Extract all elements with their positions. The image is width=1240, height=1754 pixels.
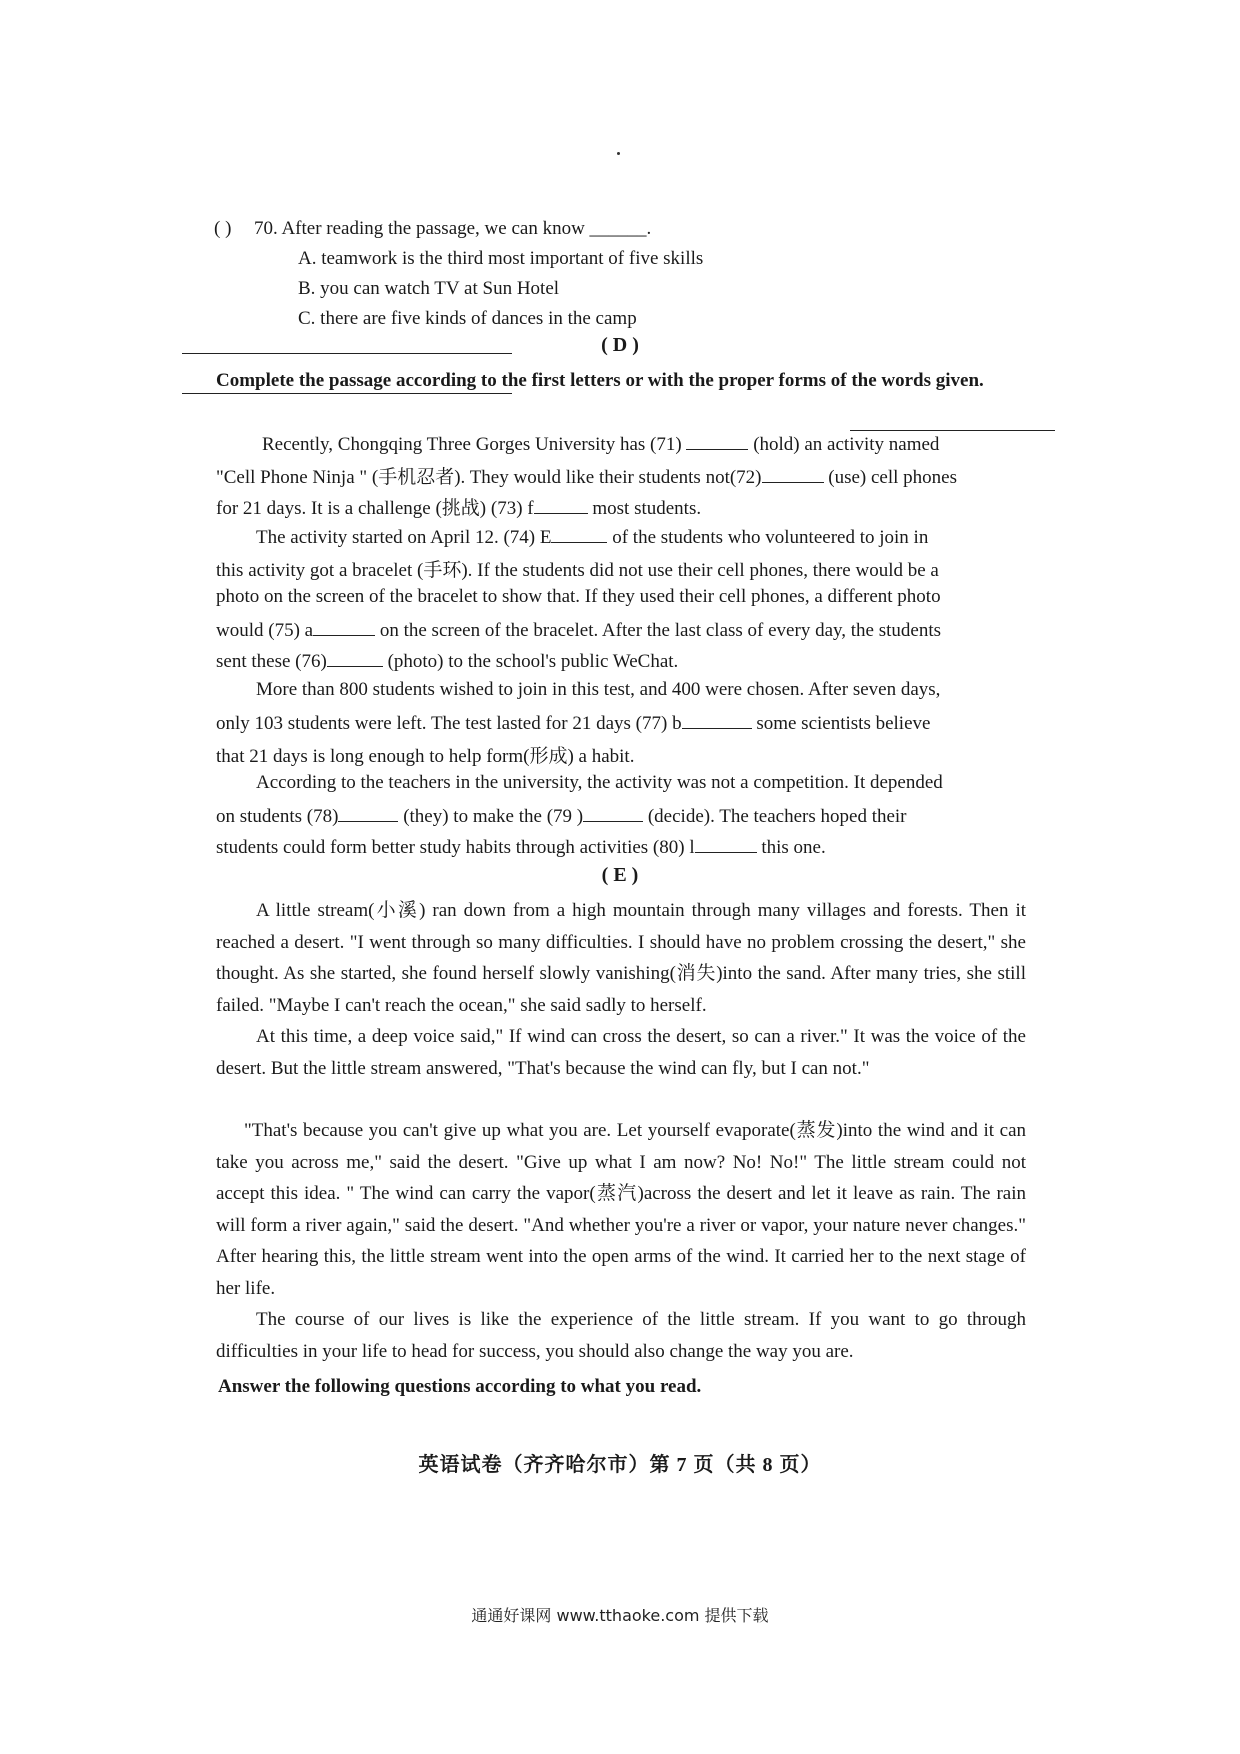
answer-bracket: ( ) <box>214 218 232 239</box>
section-d-instruction: Complete the passage according to the first letters or with the proper forms of the words given. <box>216 370 984 391</box>
passage-line: photo on the screen of the bracelet to show that. If they used their cell phones, a different photo <box>216 586 941 607</box>
answer-blank[interactable] <box>583 803 643 822</box>
option-c: C. there are five kinds of dances in the camp <box>298 308 637 329</box>
option-b: B. you can watch TV at Sun Hotel <box>298 278 560 299</box>
answer-blank[interactable] <box>313 617 375 636</box>
answer-blank[interactable] <box>762 464 824 483</box>
scan-dot <box>617 152 620 155</box>
passage-line: only 103 students were left. The test lasted for 21 days (77) b some scientists believe <box>216 710 930 735</box>
section-e-title: ( E ) <box>601 864 639 886</box>
section-d-title: ( D ) <box>601 334 639 356</box>
answer-instruction: Answer the following questions according to what you read. <box>218 1376 702 1397</box>
passage-line: According to the teachers in the university, the activity was not a competition. It depended <box>256 772 943 793</box>
passage-paragraph: "That's because you can't give up what you are. Let yourself evaporate(蒸发)into the wind and it can take you across me," said the desert. "Give up what I am now? No! No!" The little stream could not accept this idea. " The wind can carry the vapor(蒸汽)across the desert and let it leave as rain. The rain will form a river again," said the desert. "And whether you're a river or vapor, your nature never changes." After hearing this, the little stream went into the open arms of the wind. It carried her to the next stage of her life. <box>216 1120 1026 1299</box>
option-a: A. teamwork is the third most important of five skills <box>298 248 704 269</box>
question-70 <box>214 214 703 334</box>
answer-blank[interactable] <box>695 834 757 853</box>
passage-paragraph: The course of our lives is like the experience of the little stream. If you want to go through difficulties in your life to head for success, you should also change the way you are. <box>216 1309 1026 1362</box>
answer-blank[interactable] <box>686 431 748 450</box>
passage-line: "Cell Phone Ninja " (手机忍者). They would like their students not(72) (use) cell phones <box>216 462 957 489</box>
passage-line: sent these (76) (photo) to the school's public WeChat. <box>216 648 678 673</box>
passage-paragraph: A little stream(小溪) ran down from a high mountain through many villages and forests. Then it reached a desert. "I went through so many difficulties. I should have no problem crossing the desert," she thought. As she started, she found herself slowly vanishing(消失)into the sand. After many tries, she still failed. "Maybe I can't reach the ocean," she said sadly to herself. <box>216 900 1026 1016</box>
answer-blank[interactable] <box>551 524 607 543</box>
answer-blank[interactable] <box>327 648 383 667</box>
answer-blank[interactable] <box>338 803 398 822</box>
source-watermark: 通通好课网 www.tthaoke.com 提供下载 <box>471 1606 769 1625</box>
answer-blank[interactable] <box>534 495 588 514</box>
page-footer: 英语试卷（齐齐哈尔市）第 7 页（共 8 页） <box>418 1454 822 1476</box>
question-70-stem: ( ) 70. After reading the passage, we can know ______. <box>214 214 703 244</box>
passage-line: students could form better study habits through activities (80) l this one. <box>216 834 826 859</box>
passage-line: for 21 days. It is a challenge (挑战) (73) f most students. <box>216 493 701 520</box>
passage-line: The activity started on April 12. (74) E of the students who volunteered to join in <box>256 524 928 549</box>
passage-line: on students (78) (they) to make the (79 ) (decide). The teachers hoped their <box>216 803 907 828</box>
passage-line: Recently, Chongqing Three Gorges University has (71) (hold) an activity named <box>262 431 939 456</box>
passage-line: this activity got a bracelet (手环). If the students did not use their cell phones, there would be a <box>216 560 939 581</box>
passage-line: More than 800 students wished to join in this test, and 400 were chosen. After seven days, <box>256 679 941 700</box>
passage-line: that 21 days is long enough to help form(形成) a habit. <box>216 746 635 767</box>
answer-blank[interactable] <box>682 710 752 729</box>
passage-line: would (75) a on the screen of the bracelet. After the last class of every day, the students <box>216 617 941 642</box>
passage-paragraph: At this time, a deep voice said," If wind can cross the desert, so can a river." It was the voice of the desert. But the little stream answered, "That's because the wind can fly, but I can not." <box>216 1026 1026 1079</box>
